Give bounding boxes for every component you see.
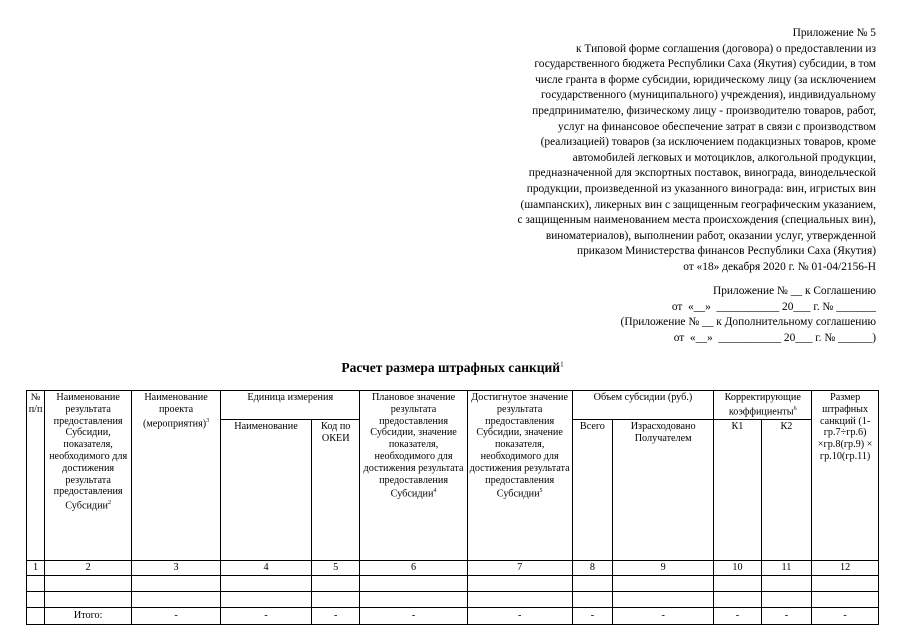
table-cell: [714, 575, 762, 591]
header-penalty-size: Размер штрафных санкций (1-гр.7÷гр.6) ×гр.8(гр.9) × гр.10(гр.11): [812, 391, 879, 561]
header-achieved-value: Достигнутое значение результата предоставления Субсидии, значение показателя, необходимого для достижения результата предоставления Субсидии$^5$: [467, 391, 572, 561]
agreement-line: от «__» ___________ 20___ г. № ______): [673, 331, 876, 344]
total-value: -: [221, 607, 312, 624]
title-footnote: 1: [560, 360, 564, 369]
header-unit-name: Наименование: [221, 419, 312, 560]
total-value: -: [812, 607, 879, 624]
column-number: 5: [311, 560, 360, 575]
appendix-line: услуг на финансовое обеспечение затрат в связи с производством: [558, 120, 876, 133]
appendix-line: государственного бюджета Республики Саха (Якутия) субсидии, в том: [534, 58, 876, 71]
table-cell: [311, 575, 360, 591]
table-cell: [467, 575, 572, 591]
total-value: -: [761, 607, 812, 624]
column-number-row: [27, 560, 879, 575]
table-cell: [812, 591, 879, 607]
agreement-line: от «__» ___________ 20___ г. № _______: [671, 300, 876, 313]
appendix-line: (реализацией) товаров (за исключением подакцизных товаров, кроме: [540, 136, 876, 149]
header-project-name: Наименование проекта (мероприятия)$^3$: [132, 391, 221, 561]
table-row-empty: [27, 591, 879, 607]
column-number: 2: [45, 560, 132, 575]
column-number: 6: [360, 560, 467, 575]
header-unit-group: Единица измерения: [221, 391, 360, 420]
header-total: Всего: [572, 419, 612, 560]
total-row: [27, 607, 879, 624]
column-number: 3: [132, 560, 221, 575]
appendix-line: числе гранта в форме субсидии, юридическому лицу (за исключением: [535, 73, 876, 86]
total-label: Итого:: [45, 607, 132, 624]
agreement-line: Приложение № __ к Соглашению: [713, 285, 876, 297]
table-cell: [613, 575, 714, 591]
header-spent: Израсходовано Получателем: [613, 419, 714, 560]
column-number: 12: [812, 560, 879, 575]
column-number: 1: [27, 560, 45, 575]
column-number: 11: [761, 560, 812, 575]
table-cell: [761, 575, 812, 591]
appendix-line: (шампанских), ликерных вин с защищенным географическим указанием,: [520, 198, 876, 211]
table-cell: [360, 591, 467, 607]
table-cell: [572, 575, 612, 591]
appendix-header: [416, 26, 876, 276]
header-coef-group: Корректирующие коэффициенты$^6$: [714, 391, 812, 420]
appendix-line: предназначенной для экспортных поставок, винограда, винодельческой: [528, 167, 876, 180]
header-result-name: Наименование результата предоставления Субсидии, показателя, необходимого для достижения результата предоставления Субсидии$^2$: [45, 391, 132, 561]
table-cell: [27, 575, 45, 591]
table-cell: [613, 591, 714, 607]
appendix-line: продукции, произведенной из указанного винограда: вин, игристых вин: [526, 182, 876, 195]
table-row-empty: [27, 575, 879, 591]
table-cell: [27, 591, 45, 607]
appendix-line: приказом Министерства финансов Республики Саха (Якутия): [577, 245, 876, 258]
table-cell: [45, 591, 132, 607]
total-value: -: [714, 607, 762, 624]
table-cell: [221, 591, 312, 607]
total-value: -: [311, 607, 360, 624]
table-cell: [761, 591, 812, 607]
column-number: 7: [467, 560, 572, 575]
table-cell: [132, 575, 221, 591]
agreement-reference: [516, 284, 876, 346]
penalty-table: [26, 390, 879, 625]
title-text: Расчет размера штрафных санкций: [341, 360, 561, 375]
page-title: [0, 360, 905, 376]
column-number: 8: [572, 560, 612, 575]
appendix-line: от «18» декабря 2020 г. № 01-04/2156-Н: [683, 260, 876, 273]
table-cell: [132, 591, 221, 607]
appendix-line: виноматериалов), выполнении работ, оказании услуг, утвержденной: [545, 229, 876, 242]
total-value: -: [572, 607, 612, 624]
total-value: -: [613, 607, 714, 624]
column-number: 9: [613, 560, 714, 575]
table-cell: [467, 591, 572, 607]
header-k1: К1: [714, 419, 762, 560]
appendix-line: к Типовой форме соглашения (договора) о предоставлении из: [576, 42, 876, 55]
table-cell: [311, 591, 360, 607]
appendix-line: с защищенным наименованием места происхождения (специальных вин),: [517, 214, 876, 227]
column-number: 10: [714, 560, 762, 575]
total-value: -: [360, 607, 467, 624]
table-cell: [714, 591, 762, 607]
appendix-line: государственного (муниципального) учреждения), индивидуальному: [541, 89, 876, 102]
agreement-line: (Приложение № __ к Дополнительному соглашению: [620, 316, 876, 329]
header-row: [27, 391, 879, 420]
table-cell: [45, 575, 132, 591]
header-volume-group: Объем субсидии (руб.): [572, 391, 713, 420]
total-value: -: [467, 607, 572, 624]
header-number: № п/п: [27, 391, 45, 561]
appendix-line: автомобилей легковых и мотоциклов, алкогольной продукции,: [572, 151, 876, 164]
header-okei-code: Код по ОКЕИ: [311, 419, 360, 560]
column-number: 4: [221, 560, 312, 575]
table-cell: [221, 575, 312, 591]
header-planned-value: Плановое значение результата предоставления Субсидии, значение показателя, необходимого для достижения результата предоставления Субсидии$^4$: [360, 391, 467, 561]
appendix-line: предпринимателю, физическому лицу - производителю товаров, работ,: [532, 104, 876, 117]
total-value: -: [132, 607, 221, 624]
table-cell: [360, 575, 467, 591]
table-cell: [27, 607, 45, 624]
header-k2: К2: [761, 419, 812, 560]
table-cell: [812, 575, 879, 591]
appendix-line: Приложение № 5: [792, 27, 876, 39]
table-cell: [572, 591, 612, 607]
